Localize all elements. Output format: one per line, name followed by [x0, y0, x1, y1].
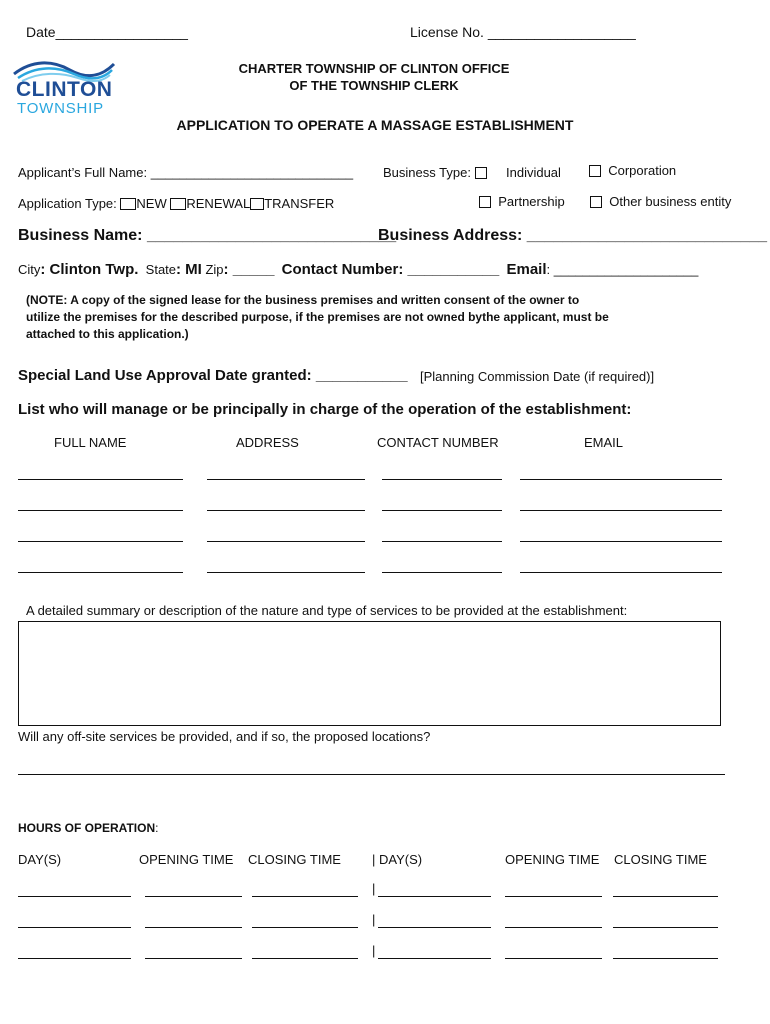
offsite-label: Will any off-site services be provided, and if so, the proposed locations?	[18, 729, 431, 744]
hours-row-2-open-left[interactable]	[145, 927, 242, 928]
summary-label: A detailed summary or description of the nature and type of services to be provided at the establishment:	[26, 603, 628, 618]
zip-label: Zip	[205, 262, 224, 277]
hours-row-1-close-left[interactable]	[252, 896, 358, 897]
other-entity-label: Other business entity	[609, 194, 732, 209]
manager-4-address-line[interactable]	[207, 572, 365, 573]
applicant-name-row	[18, 165, 353, 180]
state-label: State	[145, 262, 177, 277]
license-field-label: License No. ___________________	[410, 24, 636, 40]
business-type-row: Business Type:	[383, 165, 487, 180]
applicant-name-blank[interactable]: : ____________________________	[143, 165, 354, 180]
city-row	[18, 261, 698, 278]
hours-heading: HOURS OF OPERATION	[18, 821, 156, 835]
manager-2-address-line[interactable]	[207, 510, 365, 511]
manager-3-email-line[interactable]	[520, 541, 722, 542]
hours-row-2-separator: |	[372, 912, 376, 927]
hours-row-2-day-right[interactable]	[378, 927, 491, 928]
manager-2-contact-line[interactable]	[382, 510, 502, 511]
corporation-option	[589, 163, 676, 178]
other-entity-checkbox[interactable]	[590, 196, 602, 208]
new-label: NEW	[136, 196, 167, 211]
clinton-township-logo	[12, 58, 116, 120]
city-label: City	[18, 262, 41, 277]
partnership-option	[479, 194, 565, 209]
individual-label: Individual	[506, 165, 561, 180]
col-address: ADDRESS	[236, 435, 299, 450]
note-line-1: (NOTE: A copy of the signed lease for the business premises and written consent of the owner to	[26, 293, 580, 307]
hours-heading-row	[18, 821, 158, 835]
manager-1-name-line[interactable]	[18, 479, 183, 480]
partnership-checkbox[interactable]	[479, 196, 491, 208]
hours-row-1-separator: |	[372, 881, 376, 896]
offsite-answer-line[interactable]	[18, 774, 725, 775]
manager-3-address-line[interactable]	[207, 541, 365, 542]
manager-4-name-line[interactable]	[18, 572, 183, 573]
special-land-use-field[interactable]: Special Land Use Approval Date granted: ___________	[18, 367, 408, 384]
new-checkbox[interactable]	[120, 198, 136, 210]
hours-row-3-close-right[interactable]	[613, 958, 718, 959]
logo-text-clinton: CLINTON	[16, 78, 113, 101]
renewal-checkbox[interactable]	[170, 198, 186, 210]
state-value: : MI	[176, 261, 202, 278]
manager-4-contact-line[interactable]	[382, 572, 502, 573]
transfer-label: TRANSFER	[264, 196, 335, 211]
hours-row-1-open-right[interactable]	[505, 896, 602, 897]
col-full-name: FULL NAME	[54, 435, 127, 450]
hours-row-3-open-right[interactable]	[505, 958, 602, 959]
hours-row-3-open-left[interactable]	[145, 958, 242, 959]
email-label: Email	[506, 261, 547, 278]
business-type-label: Business Type	[383, 165, 468, 180]
hours-col-opening-left: OPENING TIME	[139, 852, 234, 867]
hours-col-opening-right: OPENING TIME	[505, 852, 600, 867]
col-contact-number: CONTACT NUMBER	[377, 435, 499, 450]
manager-1-email-line[interactable]	[520, 479, 722, 480]
hours-col-day-left: DAY(S)	[18, 852, 62, 867]
partnership-label: Partnership	[498, 194, 565, 209]
date-field-label: Date_________________	[26, 24, 188, 40]
manager-3-contact-line[interactable]	[382, 541, 502, 542]
renewal-label: RENEWAL	[186, 196, 251, 211]
hours-row-1-open-left[interactable]	[145, 896, 242, 897]
hours-row-3-day-left[interactable]	[18, 958, 131, 959]
business-name-field[interactable]: Business Name: ____________________________	[18, 227, 397, 244]
hours-row-3-separator: |	[372, 943, 376, 958]
note-line-3: attached to this application.)	[26, 327, 189, 341]
hours-row-3-day-right[interactable]	[378, 958, 491, 959]
form-title: APPLICATION TO OPERATE A MASSAGE ESTABLISHMENT	[176, 117, 574, 133]
business-address-field[interactable]: Business Address: ___________________________	[378, 227, 768, 244]
hours-col-closing-right: CLOSING TIME	[614, 852, 707, 867]
zip-blank[interactable]: : _____	[223, 261, 275, 278]
application-type-label: Application Type	[18, 196, 114, 211]
manager-1-address-line[interactable]	[207, 479, 365, 480]
individual-checkbox[interactable]	[475, 167, 487, 179]
contact-number-field[interactable]: Contact Number: ___________	[281, 261, 500, 278]
hours-row-2-open-right[interactable]	[505, 927, 602, 928]
manager-2-email-line[interactable]	[520, 510, 722, 511]
application-type-row: Application Type: NEW RENEWAL TRANSFER	[18, 196, 335, 211]
corporation-checkbox[interactable]	[589, 165, 601, 177]
hours-row-3-close-left[interactable]	[252, 958, 358, 959]
note-line-2: utilize the premises for the described purpose, if the premises are not owned bythe applicant, must be	[26, 310, 609, 324]
hours-col-closing-left: CLOSING TIME	[248, 852, 341, 867]
other-entity-option	[590, 194, 731, 209]
manager-4-email-line[interactable]	[520, 572, 722, 573]
manager-1-contact-line[interactable]	[382, 479, 502, 480]
applicant-name-label: Applicant’s Full Name	[18, 165, 144, 180]
hours-row-2-close-right[interactable]	[613, 927, 718, 928]
hours-row-2-close-left[interactable]	[252, 927, 358, 928]
manager-3-name-line[interactable]	[18, 541, 183, 542]
hours-row-2-day-left[interactable]	[18, 927, 131, 928]
col-email: EMAIL	[584, 435, 624, 450]
transfer-checkbox[interactable]	[250, 198, 264, 210]
managers-heading: List who will manage or be principally in charge of the operation of the establishment:	[18, 401, 632, 418]
manager-2-name-line[interactable]	[18, 510, 183, 511]
hours-col-day-right: | DAY(S)	[372, 852, 423, 867]
office-title-line2: OF THE TOWNSHIP CLERK	[289, 78, 459, 93]
hours-row-1-close-right[interactable]	[613, 896, 718, 897]
hours-row-1-day-left[interactable]	[18, 896, 131, 897]
hours-row-1-day-right[interactable]	[378, 896, 491, 897]
corporation-label: Corporation	[608, 163, 677, 178]
city-value: : Clinton Twp.	[40, 261, 139, 278]
logo-text-township: TOWNSHIP	[17, 100, 104, 117]
email-blank[interactable]: : ____________________	[546, 262, 699, 277]
planning-commission-note: [Planning Commission Date (if required)]	[420, 369, 655, 384]
office-title-line1: CHARTER TOWNSHIP OF CLINTON OFFICE	[238, 61, 510, 76]
hours-colon: :	[155, 821, 159, 835]
summary-textarea[interactable]	[18, 621, 721, 726]
